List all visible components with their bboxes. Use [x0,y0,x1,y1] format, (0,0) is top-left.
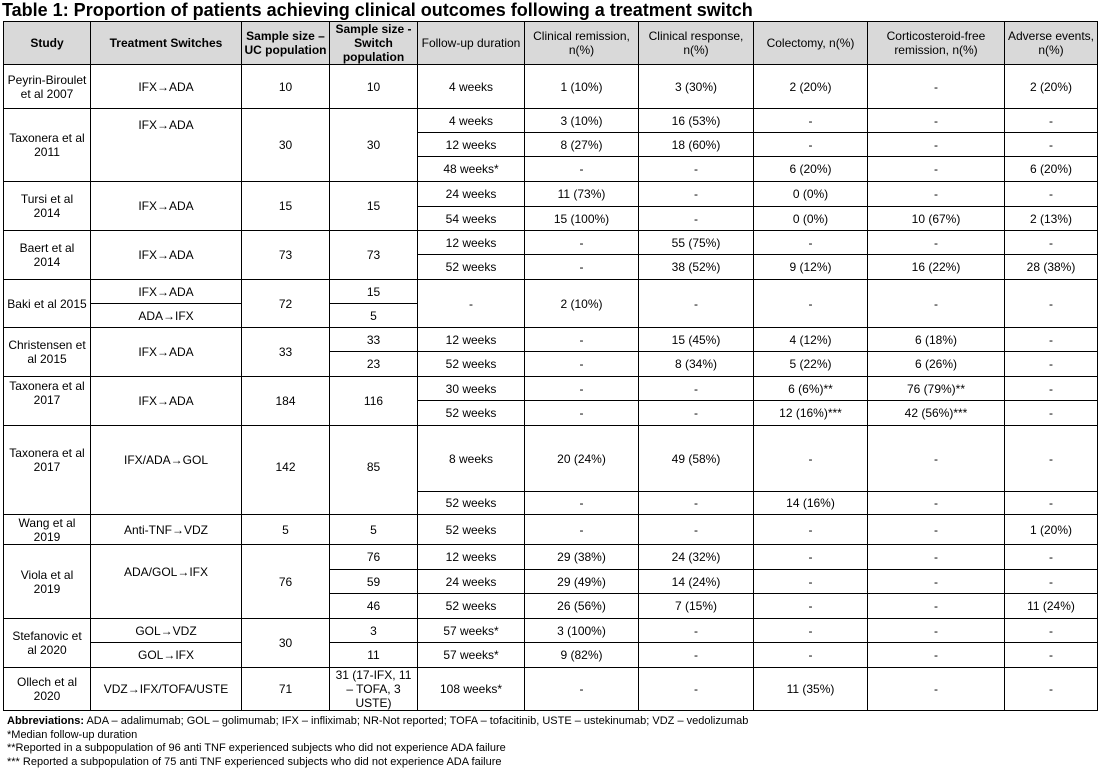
abbreviations-label: Abbreviations: [7,715,85,727]
cfr-cell: 16 (22%) [868,255,1005,280]
colectomy-cell: 5 (22%) [754,352,868,377]
uc-cell: 72 [242,280,330,328]
col-header-study: Study [4,22,91,65]
response-cell: 3 (30%) [639,65,754,109]
follow-up-cell: 4 weeks [418,65,525,109]
header-row [4,22,1098,65]
remission-cell: 29 (49%) [525,570,639,594]
remission-cell: 1 (10%) [525,65,639,109]
follow-up-cell: 52 weeks [418,352,525,377]
response-cell: - [639,515,754,545]
remission-cell: 26 (56%) [525,594,639,619]
switch-pop-cell: 5 [330,515,418,545]
table-row [4,109,1098,133]
remission-cell: - [525,255,639,280]
cfr-cell: 10 (67%) [868,207,1005,231]
col-header-clinical-remission: Clinical remission, n(%) [525,22,639,65]
follow-up-cell: 52 weeks [418,492,525,515]
abbreviations-note [7,715,748,729]
remission-cell: 8 (27%) [525,133,639,157]
response-cell: 55 (75%) [639,231,754,255]
col-header-sample-size-switch: Sample size - Switch population [330,22,418,65]
follow-up-cell: 8 weeks [418,426,525,492]
follow-up-cell: 24 weeks [418,570,525,594]
study-cell: Ollech et al 2020 [4,668,91,711]
colectomy-cell: 4 (12%) [754,328,868,352]
uc-cell: 71 [242,668,330,711]
remission-cell: - [525,157,639,182]
ae-cell: 2 (13%) [1005,207,1098,231]
switch-pop-cell: 15 [330,182,418,231]
switch-pop-cell: 15 [330,280,418,304]
response-cell: - [639,182,754,207]
table-row [4,328,1098,352]
colectomy-cell: 9 (12%) [754,255,868,280]
switch-pop-cell: 31 (17-IFX, 11 – TOFA, 3 USTE) [330,668,418,711]
abbreviations-text: ADA – adalimumab; GOL – golimumab; IFX – infliximab; NR-Not reported; TOFA – tofacitinib, USTE – ustekinumab; VDZ – vedolizumab [84,715,749,727]
switch-pop-cell: 85 [330,426,418,515]
switch-pop-cell: 73 [330,231,418,280]
cfr-cell: 76 (79%)** [868,377,1005,401]
cfr-cell: - [868,280,1005,328]
study-cell: Tursi et al 2014 [4,182,91,231]
study-cell: Stefanovic et al 2020 [4,619,91,668]
cfr-cell: - [868,515,1005,545]
study-cell: Taxonera et al 2017 [4,377,91,426]
follow-up-cell: 108 weeks* [418,668,525,711]
ae-cell: - [1005,570,1098,594]
study-cell: Baki et al 2015 [4,280,91,328]
footnote-triple-asterisk: *** Reported a subpopulation of 75 anti TNF experienced subjects who did not experience ADA failure [7,755,502,768]
ae-cell: - [1005,328,1098,352]
remission-cell: - [525,401,639,426]
colectomy-cell: 12 (16%)*** [754,401,868,426]
follow-up-cell: 4 weeks [418,109,525,133]
ae-cell: - [1005,668,1098,711]
response-cell: - [639,280,754,328]
study-cell: Baert et al 2014 [4,231,91,280]
response-cell: - [639,643,754,668]
colectomy-cell: - [754,231,868,255]
cfr-cell: 6 (18%) [868,328,1005,352]
table-row [4,280,1098,304]
ae-cell: - [1005,401,1098,426]
colectomy-cell: - [754,545,868,570]
remission-cell: 11 (73%) [525,182,639,207]
switch-cell: IFX→ADA [91,231,242,280]
uc-cell: 142 [242,426,330,515]
uc-cell: 33 [242,328,330,377]
cfr-cell: - [868,182,1005,207]
footnote-median: *Median follow-up duration [7,728,138,741]
response-cell: - [639,377,754,401]
uc-cell: 5 [242,515,330,545]
uc-cell: 30 [242,109,330,182]
colectomy-cell: - [754,133,868,157]
remission-cell: 29 (38%) [525,545,639,570]
colectomy-cell: 6 (20%) [754,157,868,182]
switch-cell: IFX→ADA [91,65,242,109]
switch-cell: Anti-TNF→VDZ [91,515,242,545]
colectomy-cell: 0 (0%) [754,182,868,207]
switch-pop-cell: 5 [330,304,418,328]
col-header-clinical-response: Clinical response, n(%) [639,22,754,65]
response-cell: 7 (15%) [639,594,754,619]
cfr-cell: - [868,668,1005,711]
response-cell: - [639,157,754,182]
cfr-cell: - [868,643,1005,668]
response-cell: 24 (32%) [639,545,754,570]
switch-pop-cell: 10 [330,65,418,109]
remission-cell: 2 (10%) [525,280,639,328]
uc-cell: 10 [242,65,330,109]
colectomy-cell: 6 (6%)** [754,377,868,401]
ae-cell: 28 (38%) [1005,255,1098,280]
follow-up-cell: 12 weeks [418,133,525,157]
response-cell: 15 (45%) [639,328,754,352]
switch-cell: IFX→ADA [91,377,242,426]
switch-cell: GOL→VDZ [91,619,242,643]
remission-cell: - [525,377,639,401]
table-row [4,668,1098,711]
colectomy-cell: - [754,280,868,328]
table-row [4,65,1098,109]
cfr-cell: - [868,65,1005,109]
colectomy-cell: 11 (35%) [754,668,868,711]
ae-cell: - [1005,280,1098,328]
response-cell: 18 (60%) [639,133,754,157]
switch-pop-cell: 76 [330,545,418,570]
cfr-cell: - [868,426,1005,492]
uc-cell: 73 [242,231,330,280]
follow-up-cell: 12 weeks [418,231,525,255]
colectomy-cell: - [754,426,868,492]
cfr-cell: - [868,157,1005,182]
study-cell: Peyrin-Biroulet et al 2007 [4,65,91,109]
remission-cell: - [525,492,639,515]
uc-cell: 30 [242,619,330,668]
follow-up-cell: 52 weeks [418,594,525,619]
follow-up-cell: 12 weeks [418,328,525,352]
study-cell: Taxonera et al 2017 [4,426,91,515]
follow-up-cell: - [418,280,525,328]
switch-pop-cell: 46 [330,594,418,619]
ae-cell: - [1005,231,1098,255]
ae-cell: 6 (20%) [1005,157,1098,182]
cfr-cell: - [868,570,1005,594]
follow-up-cell: 52 weeks [418,515,525,545]
switch-cell: ADA/GOL→IFX [91,545,242,619]
remission-cell: - [525,352,639,377]
study-cell: Viola et al 2019 [4,545,91,619]
ae-cell: - [1005,377,1098,401]
response-cell: - [639,619,754,643]
response-cell: 14 (24%) [639,570,754,594]
switch-cell: IFX/ADA→GOL [91,426,242,515]
remission-cell: 20 (24%) [525,426,639,492]
table-footnotes [7,715,748,769]
response-cell: 38 (52%) [639,255,754,280]
ae-cell: 2 (20%) [1005,65,1098,109]
uc-cell: 184 [242,377,330,426]
footnote-double-asterisk: **Reported in a subpopulation of 96 anti TNF experienced subjects who did not experience ADA failure [7,742,506,754]
switch-cell: IFX→ADA [91,182,242,231]
switch-cell: IFX→ADA [91,109,242,182]
col-header-treatment-switches: Treatment Switches [91,22,242,65]
switch-cell: IFX→ADA [91,280,242,304]
switch-cell: ADA→IFX [91,304,242,328]
ae-cell: - [1005,426,1098,492]
ae-cell: - [1005,643,1098,668]
switch-cell: GOL→IFX [91,643,242,668]
cfr-cell: - [868,109,1005,133]
col-header-sample-size-uc: Sample size – UC population [242,22,330,65]
ae-cell: 1 (20%) [1005,515,1098,545]
table-row [4,619,1098,643]
col-header-colectomy: Colectomy, n(%) [754,22,868,65]
follow-up-cell: 52 weeks [418,255,525,280]
remission-cell: - [525,328,639,352]
cfr-cell: - [868,545,1005,570]
switch-cell: IFX→ADA [91,328,242,377]
remission-cell: - [525,668,639,711]
response-cell: 8 (34%) [639,352,754,377]
uc-cell: 76 [242,545,330,619]
colectomy-cell: - [754,643,868,668]
ae-cell: - [1005,133,1098,157]
cfr-cell: - [868,594,1005,619]
table-row [4,515,1098,545]
cfr-cell: - [868,133,1005,157]
colectomy-cell: - [754,515,868,545]
study-cell: Taxonera et al 2011 [4,109,91,182]
switch-cell: VDZ→IFX/TOFA/USTE [91,668,242,711]
ae-cell: - [1005,182,1098,207]
table-row [4,182,1098,207]
response-cell: - [639,207,754,231]
outcomes-table [3,21,1098,711]
colectomy-cell: 14 (16%) [754,492,868,515]
cfr-cell: - [868,492,1005,515]
follow-up-cell: 57 weeks* [418,643,525,668]
follow-up-cell: 48 weeks* [418,157,525,182]
switch-pop-cell: 59 [330,570,418,594]
study-cell: Wang et al 2019 [4,515,91,545]
follow-up-cell: 54 weeks [418,207,525,231]
follow-up-cell: 57 weeks* [418,619,525,643]
col-header-corticosteroid-free: Corticosteroid-free remission, n(%) [868,22,1005,65]
response-cell: - [639,668,754,711]
table-row [4,426,1098,492]
remission-cell: - [525,515,639,545]
switch-pop-cell: 30 [330,109,418,182]
remission-cell: 3 (100%) [525,619,639,643]
colectomy-cell: - [754,594,868,619]
remission-cell: 15 (100%) [525,207,639,231]
ae-cell: - [1005,352,1098,377]
colectomy-cell: - [754,570,868,594]
follow-up-cell: 30 weeks [418,377,525,401]
remission-cell: - [525,231,639,255]
col-header-adverse-events: Adverse events, n(%) [1005,22,1098,65]
cfr-cell: - [868,619,1005,643]
switch-pop-cell: 33 [330,328,418,352]
col-header-follow-up: Follow-up duration [418,22,525,65]
cfr-cell: 42 (56%)*** [868,401,1005,426]
colectomy-cell: 0 (0%) [754,207,868,231]
ae-cell: - [1005,492,1098,515]
response-cell: 16 (53%) [639,109,754,133]
ae-cell: - [1005,619,1098,643]
table-row [4,545,1098,570]
follow-up-cell: 12 weeks [418,545,525,570]
table-row [4,643,1098,668]
ae-cell: - [1005,109,1098,133]
switch-pop-cell: 11 [330,643,418,668]
colectomy-cell: - [754,619,868,643]
remission-cell: 9 (82%) [525,643,639,668]
table-row [4,377,1098,401]
cfr-cell: 6 (26%) [868,352,1005,377]
response-cell: 49 (58%) [639,426,754,492]
table-row [4,231,1098,255]
colectomy-cell: 2 (20%) [754,65,868,109]
response-cell: - [639,401,754,426]
uc-cell: 15 [242,182,330,231]
ae-cell: 11 (24%) [1005,594,1098,619]
follow-up-cell: 24 weeks [418,182,525,207]
ae-cell: - [1005,545,1098,570]
follow-up-cell: 52 weeks [418,401,525,426]
response-cell: - [639,492,754,515]
colectomy-cell: - [754,109,868,133]
cfr-cell: - [868,231,1005,255]
study-cell: Christensen et al 2015 [4,328,91,377]
switch-pop-cell: 23 [330,352,418,377]
switch-pop-cell: 3 [330,619,418,643]
table-title: Table 1: Proportion of patients achieving clinical outcomes following a treatment switch [2,0,753,20]
switch-pop-cell: 116 [330,377,418,426]
remission-cell: 3 (10%) [525,109,639,133]
